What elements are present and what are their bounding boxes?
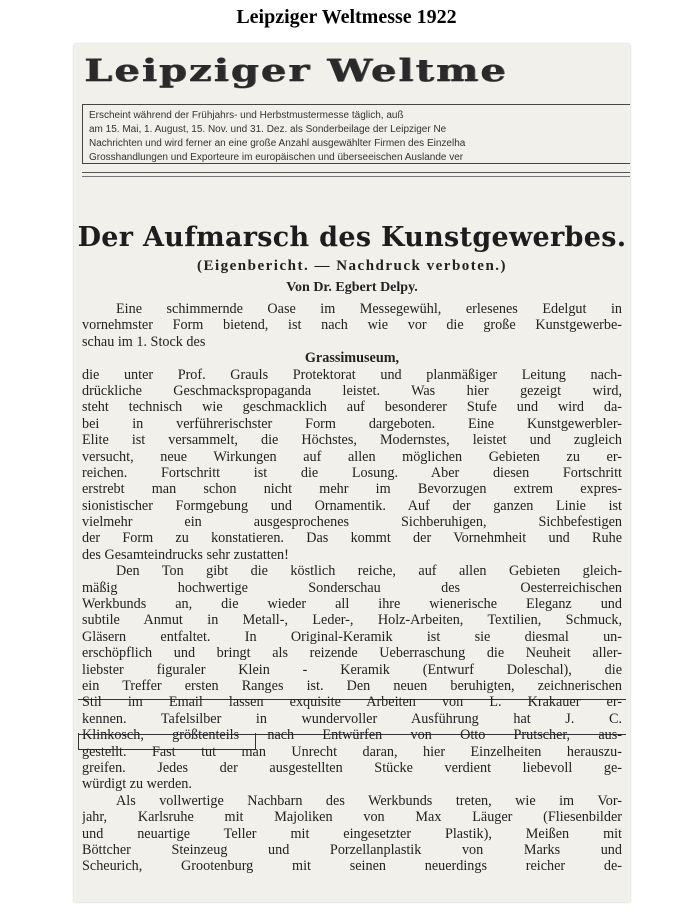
article-body — [82, 301, 622, 875]
body-line: bei in verführerischster Form dargeboten. Eine Kunstgewerbler- — [82, 415, 622, 432]
article-subhead: (Eigenbericht. — Nachdruck verboten.) — [196, 258, 508, 274]
body-line: Eine schimmernde Oase im Messegewühl, erlesenes Edelgut in — [116, 301, 622, 317]
body-line: und neuartige Teller mit eingesetzter Plastik), Meißen mit — [82, 825, 622, 842]
body-line: Böttcher Steinzeug und Porzellanplastik von Marks und — [82, 841, 622, 858]
body-line: vornehmster Form bietend, ist nach wie vor die große Kunstgewerbe- — [82, 317, 622, 334]
body-line: mäßig hochwertige Sonderschau des Oesterreichischen — [82, 579, 622, 596]
body-line: würdigt zu werden. — [82, 776, 192, 793]
notice-line: am 15. Mai, 1. August, 15. Nov. und 31. Dez. als Sonderbeilage der Leipziger Ne — [89, 124, 447, 135]
body-line: greifen. Jedes der ausgestellten Stücke verdient liebevoll ge- — [82, 759, 622, 776]
masthead: Leipziger Weltme — [84, 52, 508, 89]
notice-line: Nachrichten und wird ferner an eine große Anzahl ausgewählter Firmen des Einzelha — [89, 138, 466, 149]
body-line: Als vollwertige Nachbarn des Werkbunds treten, wie im Vor- — [116, 792, 622, 809]
body-line: erschöpflich und bringt als reizende Ueberraschung die Neuheit aller- — [82, 645, 622, 662]
body-line: kennen. Tafelsilber in wundervoller Ausführung hat J. C. — [82, 710, 622, 727]
newspaper-clipping — [74, 44, 630, 902]
notice-line: Erscheint während der Frühjahrs- und Herbstmustermesse täglich, auß — [89, 110, 404, 121]
article-byline: Von Dr. Egbert Delpy. — [286, 280, 418, 295]
body-line: Stil im Email lassen exquisite Arbeiten von L. Krakauer er- — [82, 694, 622, 711]
body-line: des Gesamteindrucks sehr zustatten! — [82, 546, 289, 563]
article-headline: Der Aufmarsch des Kunstgewerbes. — [77, 222, 627, 253]
body-line: erstrebt man schon nicht mehr im Bevorzugen extrem expres- — [82, 481, 622, 498]
body-line: steht technisch wie geschmacklich auf besonderer Stufe und wird da- — [82, 399, 622, 416]
body-line: liebster figuraler Klein - Keramik (Entwurf Doleschal), die — [82, 661, 622, 678]
body-line: subtile Anmut in Metall-, Leder-, Holz-Arbeiten, Textilien, Schmuck, — [82, 612, 622, 629]
body-line: schau im 1. Stock des — [82, 333, 206, 350]
body-line: gestellt. Fast tut man Unrecht daran, hier Einzelheiten herauszu- — [82, 743, 622, 760]
body-line: ein Treffer ersten Ranges ist. Den neuen beruhigten, zeichnerischen — [82, 677, 622, 694]
body-line-heading: Grassimuseum, — [304, 350, 400, 367]
page-title: Leipziger Weltmesse 1922 — [236, 6, 457, 28]
body-line: Scheurich, Grootenburg mit seinen neuerdings reicher de- — [82, 858, 622, 875]
body-line: Elite ist versammelt, die Höchstes, Modernstes, leistet und zugleich — [82, 432, 622, 449]
body-line: jahr, Karlsruhe mit Majoliken von Max Läuger (Fliesenbilder — [82, 809, 622, 826]
body-line: versucht, neue Wirkungen auf allen möglichen Gebieten zu er- — [82, 448, 622, 465]
publication-notice — [82, 104, 630, 164]
body-line: die unter Prof. Grauls Protektorat und planmäßiger Leitung nach- — [82, 366, 622, 383]
body-line: Werkbunds an, die wieder all ihre wienerische Eleganz und — [82, 596, 622, 613]
body-line: der Form zu konstatieren. Das kommt der Vornehmheit und Ruhe — [82, 530, 622, 547]
double-rule — [82, 172, 630, 177]
body-line: reichen. Fortschritt ist die Losung. Aber diesen Fortschritt — [82, 464, 622, 481]
body-line: sionistischer Formgebung und Ornamentik. Auf der ganzen Linie ist — [82, 497, 622, 514]
body-line: drückliche Geschmackspropaganda leistet. Was hier gezeigt wird, — [82, 382, 622, 399]
notice-line: Grosshandlungen und Exporteure im europäischen und überseeischen Auslande ver — [89, 152, 464, 163]
body-line: Den Ton gibt die köstlich reiche, auf allen Gebieten gleich- — [116, 563, 622, 580]
body-line: vielmehr ein ausgesprochenes Sichberuhigen, Sichbefestigen — [82, 514, 622, 531]
body-line: Klinkosch, größtenteils nach Entwürfen von Otto Prutscher, aus- — [82, 727, 622, 744]
body-line: Gläsern entfaltet. In Original-Keramik ist sie diesmal un- — [82, 628, 622, 645]
